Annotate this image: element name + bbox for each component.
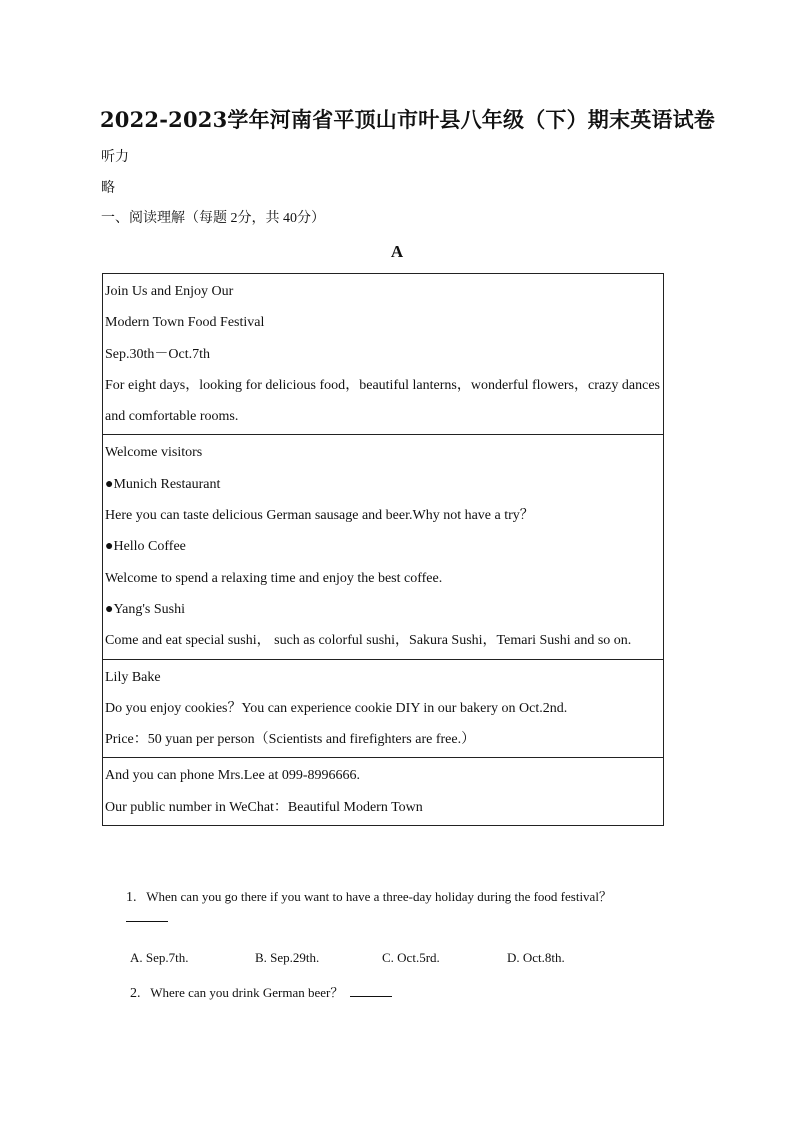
question-text: When can you go there if you want to have a three-day holiday during the food festival？ — [146, 889, 612, 904]
contact-cell — [103, 757, 663, 825]
shop-description: Here you can taste delicious German sausage and beer.Why not have a try？ — [105, 508, 534, 524]
bakery-name: Lily Bake — [105, 669, 161, 685]
question-number: 1. — [126, 890, 137, 905]
festival-intro-cell — [103, 274, 663, 434]
option-b: B. Sep.29th. — [255, 950, 320, 965]
bakery-description: Do you enjoy cookies？You can experience cookie DIY in our bakery on Oct.2nd. — [105, 700, 568, 716]
answer-blank[interactable] — [350, 986, 392, 997]
page-title: 2022-2023学年河南省平顶山市叶县八年级（下）期末英语试卷 — [100, 107, 716, 132]
question-1 — [126, 886, 612, 906]
option-d: D. Oct.8th. — [507, 950, 565, 965]
shop-name: ●Yang's Sushi — [105, 601, 185, 617]
question-number: 2. — [130, 986, 141, 1001]
answer-blank[interactable] — [126, 921, 168, 922]
bakery-price: Price：50 yuan per person（Scientists and firefighters are free.） — [105, 732, 476, 748]
shop-name: ●Munich Restaurant — [105, 476, 221, 492]
festival-line: Modern Town Food Festival — [105, 315, 265, 331]
option-c: C. Oct.5rd. — [382, 950, 440, 965]
contact-phone: And you can phone Mrs.Lee at 099-8996666. — [105, 768, 361, 784]
option-a: A. Sep.7th. — [130, 950, 189, 965]
shop-description: Welcome to spend a relaxing time and enjoy the best coffee. — [105, 570, 443, 586]
question-text: Where can you drink German beer？ — [150, 985, 344, 1000]
visitors-cell — [103, 434, 663, 658]
bakery-cell — [103, 659, 663, 758]
visitors-heading: Welcome visitors — [105, 445, 203, 461]
listening-heading: 听力 — [101, 150, 129, 165]
advert-table — [102, 273, 664, 826]
festival-dates: Sep.30th－Oct.7th — [105, 346, 210, 362]
listening-note: 略 — [101, 181, 115, 196]
question-2 — [130, 982, 392, 1002]
contact-wechat: Our public number in WeChat：Beautiful Modern Town — [105, 799, 423, 815]
shop-name: ●Hello Coffee — [105, 539, 186, 555]
festival-line: Join Us and Enjoy Our — [105, 284, 234, 299]
festival-description: For eight days，looking for delicious food，beautiful lanterns，wonderful flowers，crazy dances and comfortable rooms. — [105, 377, 660, 425]
passage-label: A — [390, 242, 404, 261]
shop-description: Come and eat special sushi， such as colorful sushi，Sakura Sushi，Temari Sushi and so on. — [105, 633, 632, 649]
reading-heading: 一、阅读理解（每题 2分，共 40分） — [101, 211, 325, 226]
